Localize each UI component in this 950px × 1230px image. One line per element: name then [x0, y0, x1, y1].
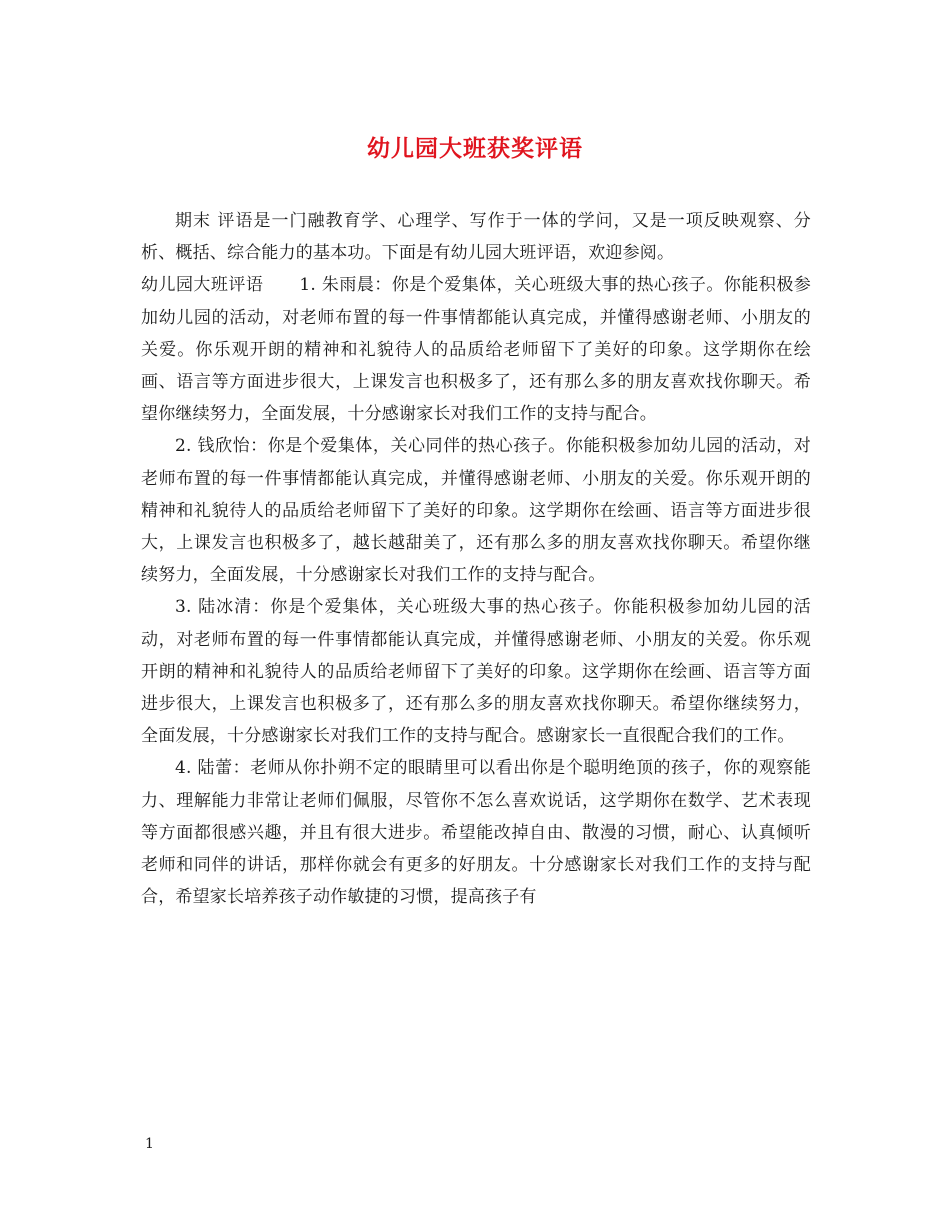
item-text-1: 1. 朱雨晨：你是个爱集体，关心班级大事的热心孩子。你能积极参加幼儿园的活动，对老师布置的每一件事情都能认真完成，并懂得感谢老师、小朋友的关爱。你乐观开朗的精神和礼貌待人的品质给老师留下了美好的印象。这学期你在绘画、语言等方面进步很大，上课发言也积极多了，还有那么多的朋友喜欢找你聊天。希望你继续努力，全面发展，十分感谢家长对我们工作的支持与配合。 [141, 275, 811, 425]
document-title: 幼儿园大班获奖评语 [367, 135, 583, 162]
document-body [141, 205, 811, 913]
item-paragraph-3: 3. 陆冰清：你是个爱集体，关心班级大事的热心孩子。你能积极参加幼儿园的活动，对老师布置的每一件事情都能认真完成，并懂得感谢老师、小朋友的关爱。你乐观开朗的精神和礼貌待人的品质给老师留下了美好的印象。这学期你在绘画、语言等方面进步很大，上课发言也积极多了，还有那么多的朋友喜欢找你聊天。希望你继续努力，全面发展，十分感谢家长对我们工作的支持与配合。感谢家长一直很配合我们的工作。 [141, 597, 811, 747]
item-paragraph-4: 4. 陆蕾：老师从你扑朔不定的眼睛里可以看出你是个聪明绝顶的孩子，你的观察能力、理解能力非常让老师们佩服，尽管你不怎么喜欢说话，这学期你在数学、艺术表现等方面都很感兴趣，并且有很大进步。希望能改掉自由、散漫的习惯，耐心、认真倾听老师和同伴的讲话，那样你就会有更多的好朋友。十分感谢家长对我们工作的支持与配合，希望家长培养孩子动作敏捷的习惯，提高孩子有 [141, 758, 811, 908]
section-heading: 幼儿园大班评语 [141, 275, 264, 296]
item-paragraph-2: 2. 钱欣怡：你是个爱集体，关心同伴的热心孩子。你能积极参加幼儿园的活动，对老师布置的每一件事情都能认真完成，并懂得感谢老师、小朋友的关爱。你乐观开朗的精神和礼貌待人的品质给老师留下了美好的印象。这学期你在绘画、语言等方面进步很大，上课发言也积极多了，越长越甜美了，还有那么多的朋友喜欢找你聊天。希望你继续努力，全面发展，十分感谢家长对我们工作的支持与配合。 [141, 436, 811, 586]
page-number: 1 [145, 1136, 154, 1152]
item-paragraph-1 [141, 269, 811, 430]
intro-paragraph: 期末 评语是一门融教育学、心理学、写作于一体的学问，又是一项反映观察、分析、概括、综合能力的基本功。下面是有幼儿园大班评语，欢迎参阅。 [141, 211, 811, 264]
